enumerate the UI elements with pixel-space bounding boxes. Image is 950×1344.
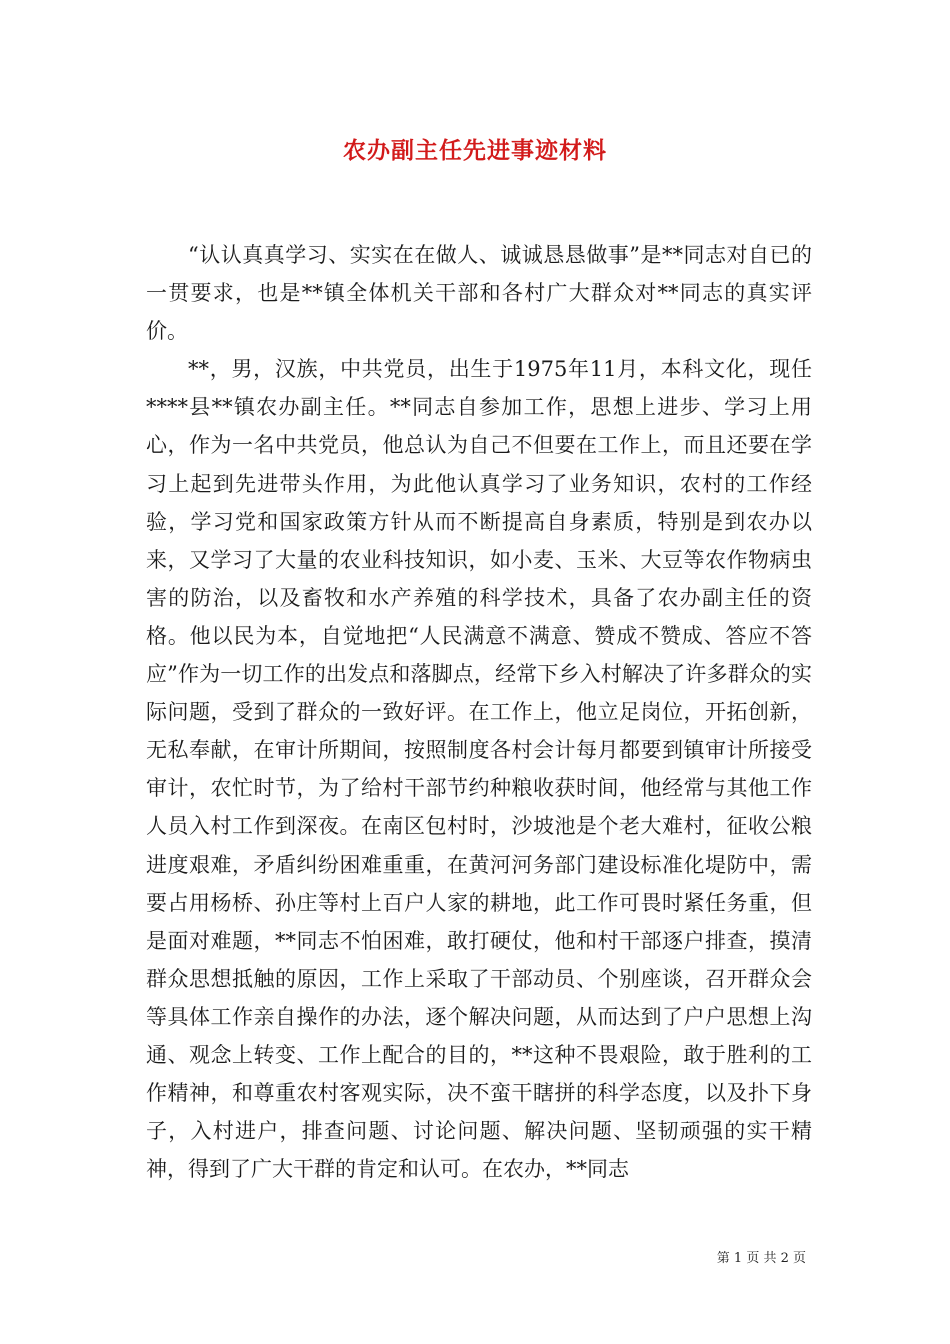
document-title: 农办副主任先进事迹材料 [343, 137, 607, 164]
paragraph-main: **，男，汉族，中共党员，出生于1975年11月，本科文化，现任****县**镇农办副主任。**同志自参加工作，思想上进步、学习上用心，作为一名中共党员，他总认为自己不但要在工作上，而且还要在学习上起到先进带头作用，为此他认真学习了业务知识，农村的工作经验，学习党和国家政策方针从而不断提高自身素质，特别是到农办以来，又学习了大量的农业科技知识，如小麦、玉米、大豆等农作物病虫害的防治，以及畜牧和水产养殖的科学技术，具备了农办副主任的资格。他以民为本，自觉地把“人民满意不满意、赞成不赞成、答应不答应”作为一切工作的出发点和落脚点，经常下乡入村解决了许多群众的实际问题，受到了群众的一致好评。在工作上，他立足岗位，开拓创新，无私奉献，在审计所期间，按照制度各村会计每月都要到镇审计所接受审计，农忙时节，为了给村干部节约种粮收获时间，他经常与其他工作人员入村工作到深夜。在南区包村时，沙坡池是个老大难村，征收公粮进度艰难，矛盾纠纷困难重重，在黄河河务部门建设标准化堤防中，需要占用杨桥、孙庄等村上百户人家的耕地，此工作可畏时紧任务重，但是面对难题，**同志不怕困难，敢打硬仗，他和村干部逐户排查，摸清群众思想抵触的原因，工作上采取了干部动员、个别座谈，召开群众会等具体工作亲自操作的办法，逐个解决问题，从而达到了户户思想上沟通、观念上转变、工作上配合的目的，**这种不畏艰险，敢于胜利的工作精神，和尊重农村客观实际，决不蛮干瞎拼的科学态度，以及扑下身子，入村进户，排查问题、讨论问题、解决问题、坚韧顽强的实干精神，得到了广大干群的肯定和认可。在农办，**同志 [146, 357, 812, 1182]
document-body [146, 236, 812, 1188]
paragraph-intro: “认认真真学习、实实在在做人、诚诚恳恳做事”是**同志对自已的一贯要求，也是**镇全体机关干部和各村广大群众对**同志的真实评价。 [146, 243, 812, 344]
page-number: 第 1 页 共 2 页 [716, 1251, 806, 1266]
